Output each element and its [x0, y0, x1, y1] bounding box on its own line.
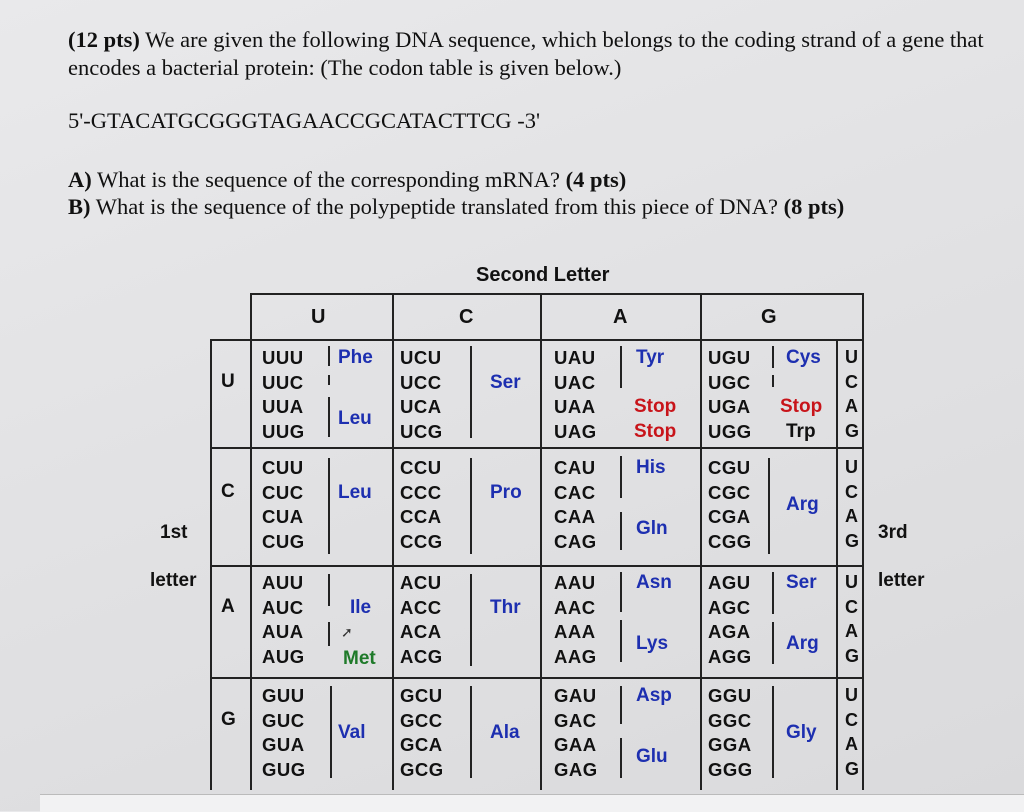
codon-UGG: UGG: [708, 420, 752, 442]
codon-AGU: AGU: [708, 572, 751, 593]
codon-UAU: UAU: [554, 347, 596, 368]
amino-acid-asp-3-2-0: Asp: [636, 685, 672, 706]
bracket-bar-8: [470, 458, 472, 554]
table-col-divider-1: [392, 293, 394, 790]
dna-sequence: 5'-GTACATGCGGGTAGAACCGCATACTTCG -3': [68, 108, 541, 133]
amino-acid-stop-0-2-2: Stop: [634, 420, 677, 442]
codon-AGA: AGA: [708, 621, 751, 642]
codon-CCU: CCU: [400, 457, 442, 478]
codon-CAG: CAG: [554, 530, 597, 552]
codon-GAA: GAA: [554, 734, 597, 755]
codon-CGA: CGA: [708, 506, 751, 527]
third-letter-U-A: A: [845, 396, 858, 416]
question-points: (12 pts): [68, 27, 140, 52]
third-letter-A-C: C: [845, 596, 858, 617]
codon-UCA: UCA: [400, 396, 442, 417]
bracket-bar-21: [620, 686, 622, 724]
third-letter-U-U: U: [845, 347, 858, 367]
amino-acid-leu-1-0-0: Leu: [338, 481, 372, 503]
bracket-bar-0: [328, 346, 330, 366]
bracket-bar-3: [470, 346, 472, 438]
mouse-cursor-icon: ➚: [341, 625, 353, 641]
codon-CAA: CAA: [554, 506, 596, 527]
amino-acid-thr-2-1-0: Thr: [490, 596, 521, 618]
codon-UUU: UUU: [262, 347, 304, 368]
third-letter-U-C: C: [845, 371, 858, 392]
row-header-U: U: [221, 371, 235, 392]
third-letter-G-C: C: [845, 709, 858, 730]
codon-AAC: AAC: [554, 596, 596, 618]
third-letter-U-G: G: [845, 420, 860, 441]
codon-ACA: ACA: [400, 621, 442, 642]
codon-GAC: GAC: [554, 709, 597, 731]
codon-ACU: ACU: [400, 572, 442, 593]
codon-UCC: UCC: [400, 371, 442, 393]
codon-GCA: GCA: [400, 734, 443, 755]
bracket-bar-20: [470, 686, 472, 778]
third-letter-G-G: G: [845, 758, 860, 779]
codon-ACC: ACC: [400, 596, 442, 618]
codon-GUA: GUA: [262, 734, 305, 755]
codon-UCG: UCG: [400, 420, 443, 442]
row-header-G: G: [221, 709, 236, 730]
codon-CCA: CCA: [400, 506, 442, 527]
codon-AUC: AUC: [262, 596, 304, 618]
amino-acid-asn-2-2-0: Asn: [636, 572, 672, 593]
bracket-bar-2: [328, 397, 330, 437]
amino-acid-glu-3-2-1: Glu: [636, 746, 668, 768]
codon-GGC: GGC: [708, 709, 752, 731]
bracket-bar-5: [772, 346, 774, 368]
amino-acid-pro-1-1-0: Pro: [490, 481, 522, 503]
codon-AAU: AAU: [554, 572, 596, 593]
codon-UAG: UAG: [554, 420, 597, 442]
bracket-bar-9: [620, 456, 622, 498]
amino-acid-lys-2-2-1: Lys: [636, 633, 669, 655]
amino-acid-met-2-0-1: Met: [343, 647, 376, 669]
amino-acid-gln-1-2-1: Gln: [636, 518, 668, 540]
codon-GUU: GUU: [262, 685, 305, 706]
codon-CGU: CGU: [708, 457, 751, 478]
first-letter-label-2: letter: [150, 570, 197, 591]
codon-UGC: UGC: [708, 371, 751, 393]
table-row-divider-2: [210, 565, 862, 567]
bracket-bar-22: [620, 738, 622, 778]
codon-CUC: CUC: [262, 481, 304, 503]
row-header-A: A: [221, 596, 235, 617]
codon-UCU: UCU: [400, 347, 442, 368]
third-letter-A-G: G: [845, 645, 860, 666]
bottom-strip: [40, 794, 1024, 812]
bracket-bar-23: [772, 686, 774, 778]
bracket-bar-11: [768, 458, 770, 554]
codon-ACG: ACG: [400, 645, 443, 667]
table-col-divider-2: [540, 293, 542, 790]
third-letter-A-U: U: [845, 572, 858, 592]
codon-GUG: GUG: [262, 758, 306, 780]
bracket-bar-12: [328, 574, 330, 606]
amino-acid-ala-3-1-0: Ala: [490, 721, 520, 743]
part-b-label: B): [68, 194, 91, 219]
amino-acid-trp-0-3-2: Trp: [786, 420, 816, 442]
bracket-bar-19: [330, 686, 332, 778]
amino-acid-stop-0-3-1: Stop: [780, 396, 823, 417]
bracket-bar-10: [620, 512, 622, 550]
codon-CUU: CUU: [262, 457, 304, 478]
amino-acid-phe-0-0-0: Phe: [338, 347, 373, 368]
column-header-A: A: [613, 306, 628, 328]
bracket-bar-14: [470, 574, 472, 666]
part-a-points: (4 pts): [565, 167, 627, 192]
third-letter-C-A: A: [845, 506, 858, 526]
second-letter-label: Second Letter: [476, 264, 610, 286]
amino-acid-ser-2-3-0: Ser: [786, 572, 817, 593]
third-letter-label-1: 3rd: [878, 522, 908, 543]
codon-CCG: CCG: [400, 530, 443, 552]
third-letter-G-A: A: [845, 734, 858, 754]
amino-acid-tyr-0-2-0: Tyr: [636, 347, 665, 368]
row-header-C: C: [221, 481, 235, 502]
codon-GAG: GAG: [554, 758, 598, 780]
bracket-bar-6: [772, 375, 774, 387]
third-letter-C-C: C: [845, 481, 858, 502]
codon-UUC: UUC: [262, 371, 304, 393]
bracket-bar-13: [328, 622, 330, 646]
third-letter-C-G: G: [845, 530, 860, 551]
amino-acid-gly-3-3-0: Gly: [786, 721, 817, 743]
codon-CUG: CUG: [262, 530, 305, 552]
bracket-bar-16: [620, 620, 622, 662]
codon-GGA: GGA: [708, 734, 752, 755]
codon-CAU: CAU: [554, 457, 596, 478]
codon-UUG: UUG: [262, 420, 305, 442]
table-col-divider-3: [700, 293, 702, 790]
codon-GGG: GGG: [708, 758, 753, 780]
amino-acid-val-3-0-0: Val: [338, 721, 366, 743]
codon-UGU: UGU: [708, 347, 751, 368]
codon-CAC: CAC: [554, 481, 596, 503]
table-col-divider-0: [250, 293, 252, 790]
amino-acid-stop-0-2-1: Stop: [634, 396, 677, 417]
part-a-text: What is the sequence of the corresponding mRNA?: [91, 167, 566, 192]
first-letter-label-1: 1st: [160, 522, 188, 543]
column-header-C: C: [459, 306, 474, 328]
codon-AUA: AUA: [262, 621, 304, 642]
codon-GAU: GAU: [554, 685, 597, 706]
amino-acid-ile-2-0-0: Ile: [350, 596, 372, 618]
codon-AGC: AGC: [708, 596, 751, 618]
table-row-divider-3: [210, 677, 862, 679]
table-right-border: [862, 293, 864, 790]
table-header-bottom: [210, 339, 862, 341]
bracket-bar-18: [772, 622, 774, 664]
codon-CUA: CUA: [262, 506, 304, 527]
codon-AGG: AGG: [708, 645, 752, 667]
codon-GCC: GCC: [400, 709, 443, 731]
part-b-points: (8 pts): [783, 194, 845, 219]
codon-UAA: UAA: [554, 396, 596, 417]
codon-AAG: AAG: [554, 645, 597, 667]
bracket-bar-7: [328, 458, 330, 554]
codon-GGU: GGU: [708, 685, 752, 706]
column-header-G: G: [761, 306, 777, 328]
codon-AUG: AUG: [262, 645, 305, 667]
codon-UAC: UAC: [554, 371, 596, 393]
codon-UUA: UUA: [262, 396, 304, 417]
codon-UGA: UGA: [708, 396, 751, 417]
table-top-border: [250, 293, 862, 295]
bracket-bar-17: [772, 572, 774, 614]
bracket-bar-4: [620, 346, 622, 388]
third-letter-A-A: A: [845, 621, 858, 641]
codon-GUC: GUC: [262, 709, 305, 731]
table-row-divider-1: [210, 447, 862, 449]
codon-GCU: GCU: [400, 685, 443, 706]
amino-acid-his-1-2-0: His: [636, 457, 666, 478]
third-letter-label-2: letter: [878, 570, 925, 591]
bracket-bar-15: [620, 572, 622, 612]
codon-AUU: AUU: [262, 572, 304, 593]
codon-CGG: CGG: [708, 530, 752, 552]
part-a-label: A): [68, 167, 92, 192]
codon-GCG: GCG: [400, 758, 444, 780]
third-letter-G-U: U: [845, 685, 858, 705]
amino-acid-ser-0-1-0: Ser: [490, 371, 521, 393]
amino-acid-arg-1-3-0: Arg: [786, 493, 819, 515]
amino-acid-cys-0-3-0: Cys: [786, 347, 821, 368]
amino-acid-leu-0-0-1: Leu: [338, 408, 372, 430]
question-body: We are given the following DNA sequence, which belongs to the coding strand of a gene that encodes a bacterial protein: (The codon table is given below.): [68, 27, 984, 80]
codon-CCC: CCC: [400, 481, 442, 503]
codon-AAA: AAA: [554, 621, 596, 642]
column-header-U: U: [311, 306, 326, 328]
amino-acid-arg-2-3-1: Arg: [786, 633, 819, 655]
third-letter-C-U: U: [845, 457, 858, 477]
bracket-bar-1: [328, 375, 330, 385]
part-b-text: What is the sequence of the polypeptide translated from this piece of DNA?: [90, 194, 784, 219]
codon-CGC: CGC: [708, 481, 751, 503]
